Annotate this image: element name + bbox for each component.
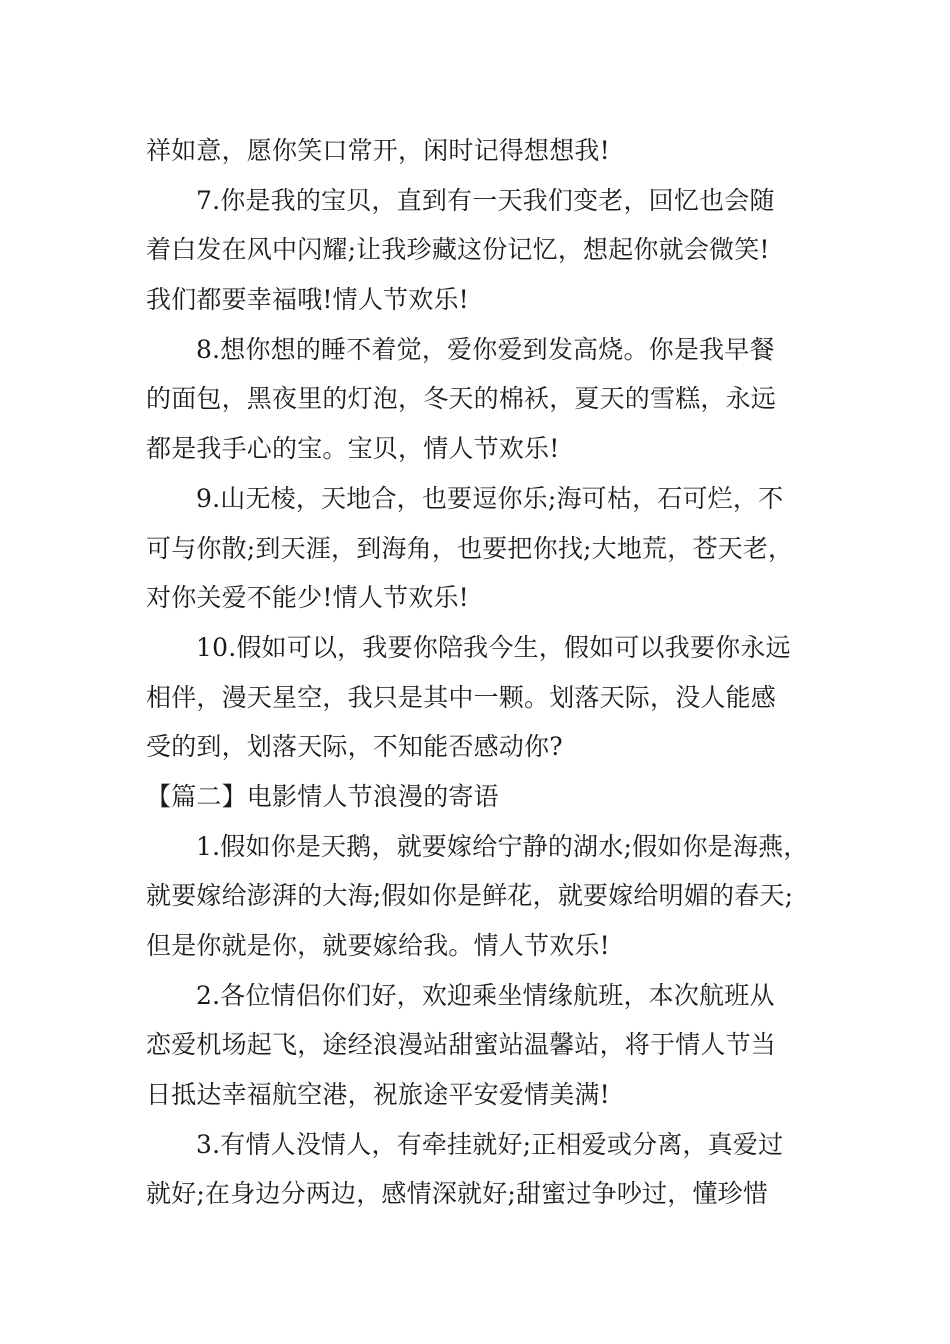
text-line: 但是你就是你，就要嫁给我。情人节欢乐! <box>146 931 610 960</box>
text-line: 就要嫁给澎湃的大海;假如你是鲜花，就要嫁给明媚的春天; <box>146 881 794 911</box>
text-line: 都是我手心的宝。宝贝，情人节欢乐! <box>146 434 560 464</box>
text-line: 可与你散;到天涯，到海角，也要把你找;大地荒，苍天老， <box>146 533 794 563</box>
text-line: 就好;在身边分两边，感情深就好;甜蜜过争吵过，懂珍惜 <box>146 1179 769 1209</box>
text-line: 我们都要幸福哦!情人节欢乐! <box>146 285 469 315</box>
text-line: 日抵达幸福航空港，祝旅途平安爱情美满! <box>146 1080 610 1110</box>
text-line: 着白发在风中闪耀;让我珍藏这份记忆，想起你就会微笑! <box>146 235 770 265</box>
text-line: 相伴，漫天星空，我只是其中一颗。划落天际，没人能感 <box>146 682 777 712</box>
text-line: 8.想你想的睡不着觉，爱你爱到发高烧。你是我早餐 <box>196 334 775 364</box>
text-line: 7.你是我的宝贝，直到有一天我们变老，回忆也会随 <box>196 185 775 215</box>
text-line: 2.各位情侣你们好，欢迎乘坐情缘航班，本次航班从 <box>196 980 775 1010</box>
text-line: 1.假如你是天鹅，就要嫁给宁静的湖水;假如你是海燕， <box>196 831 809 861</box>
text-line: 受的到，划落天际，不知能否感动你? <box>146 732 563 762</box>
text-line: 祥如意，愿你笑口常开，闲时记得想想我! <box>146 136 610 165</box>
text-line: 9.山无棱，天地合，也要逗你乐;海可枯，石可烂，不 <box>196 483 784 513</box>
text-line: 10.假如可以，我要你陪我今生，假如可以我要你永远 <box>196 632 791 662</box>
text-line: 3.有情人没情人，有牵挂就好;正相爱或分离，真爱过 <box>196 1129 784 1159</box>
text-line: 恋爱机场起飞，途经浪漫站甜蜜站温馨站，将于情人节当 <box>146 1030 777 1060</box>
text-line: 的面包，黑夜里的灯泡，冬天的棉袄，夏天的雪糕，永远 <box>146 384 777 414</box>
section-heading: 【篇二】电影情人节浪漫的寄语 <box>146 781 499 811</box>
text-line: 对你关爱不能少!情人节欢乐! <box>146 583 469 613</box>
document-page <box>146 126 810 1219</box>
